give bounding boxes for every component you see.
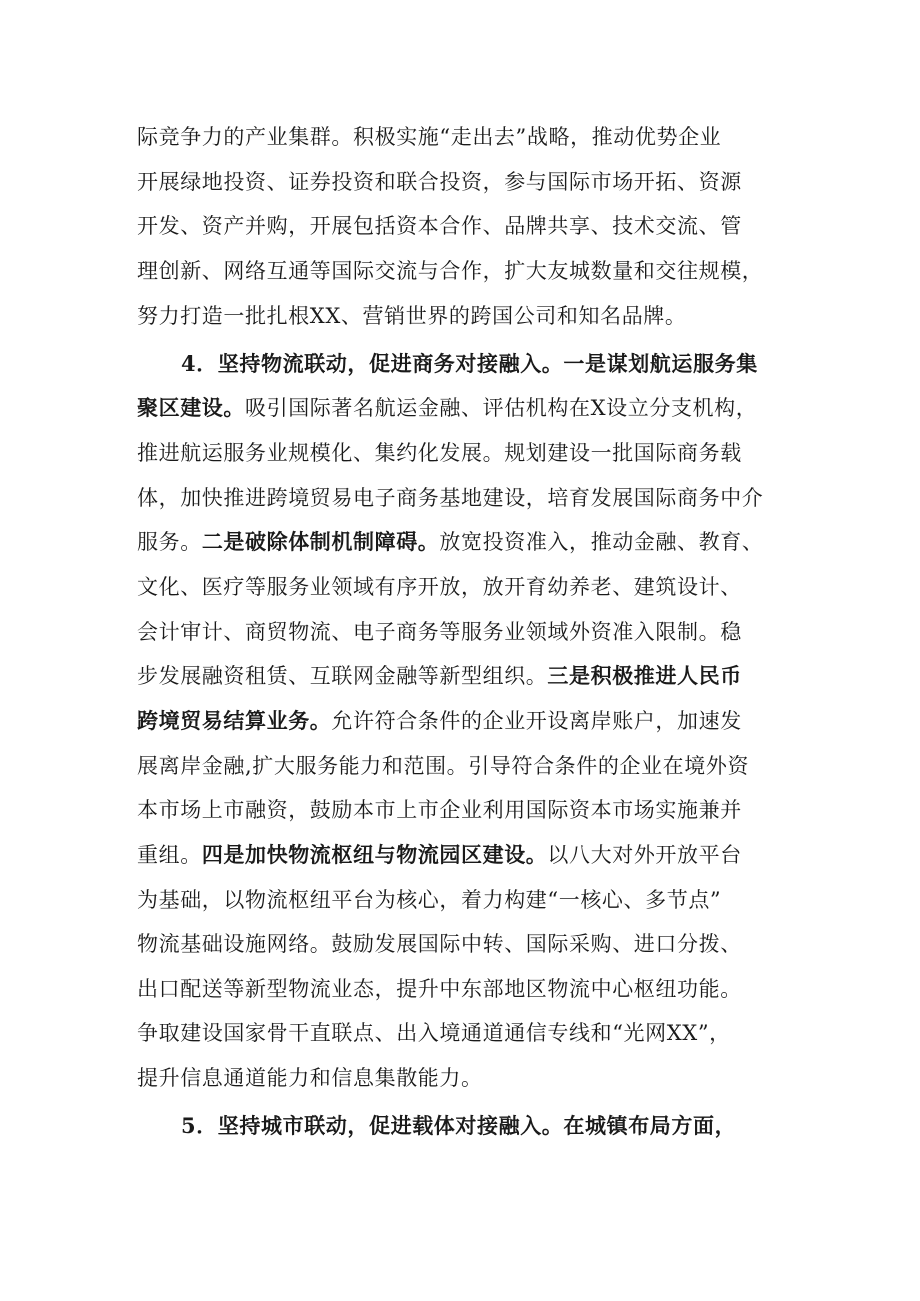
text-line-7	[137, 396, 797, 420]
text-line-16	[137, 798, 797, 822]
text-line-11	[137, 575, 797, 599]
text-segment: 争取建设国家骨干直联点、出入境通道通信专线和“光网XX”，	[137, 1021, 731, 1045]
text-line-13	[137, 664, 797, 688]
text-line-10	[137, 530, 797, 554]
text-segment: 提升信息通道能力和信息集散能力。	[137, 1066, 483, 1090]
text-line-8	[137, 441, 797, 465]
text-line-18	[137, 888, 797, 912]
text-line-22	[137, 1066, 797, 1090]
text-line-5	[137, 304, 797, 328]
text-line-1	[137, 125, 797, 149]
text-segment: 际竞争力的产业集群。积极实施“走出去”战略，推动优势企业	[137, 125, 722, 149]
text-line-9	[137, 486, 797, 510]
text-line-15	[137, 754, 797, 778]
text-segment: 推进航运服务业规模化、集约化发展。规划建设一批国际商务载	[137, 441, 742, 465]
text-segment: 放宽投资准入，推动金融、教育、	[439, 530, 764, 554]
text-segment: 吸引国际著名航运金融、评估机构在X设立分支机构，	[245, 396, 758, 420]
text-segment: 出口配送等新型物流业态，提升中东部地区物流中心枢纽功能。	[137, 977, 742, 1001]
text-segment: 本市场上市融资，鼓励本市上市企业利用国际资本市场实施兼并	[137, 798, 742, 822]
text-line-2	[137, 170, 797, 194]
bold-text-segment: 4．坚持物流联动，促进商务对接融入。一是谋划航运服务集	[181, 351, 758, 376]
text-segment: 开发、资产并购，开展包括资本合作、品牌共享、技术交流、管	[137, 214, 742, 238]
text-segment: 步发展融资租赁、互联网金融等新型组织。	[137, 664, 548, 688]
text-segment: 会计审计、商贸物流、电子商务等服务业领域外资准入限制。稳	[137, 620, 742, 644]
text-segment: 理创新、网络互通等国际交流与合作，扩大友城数量和交往规模，	[137, 259, 764, 283]
text-segment: 重组。	[137, 843, 202, 867]
text-segment: 允许符合条件的企业开设离岸账户，加速发	[331, 709, 742, 733]
text-segment: 开展绿地投资、证券投资和联合投资，参与国际市场开拓、资源	[137, 170, 742, 194]
bold-text-segment: 跨境贸易结算业务。	[137, 708, 332, 733]
bold-text-segment: 四是加快物流枢纽与物流园区建设。	[201, 842, 548, 867]
bold-text-segment: 5．坚持城市联动，促进载体对接融入。在城镇布局方面，	[181, 1113, 737, 1138]
text-line-21	[137, 1021, 797, 1045]
text-line-17	[137, 843, 797, 867]
text-line-19	[137, 932, 797, 956]
text-line-23	[181, 1114, 797, 1138]
text-line-20	[137, 977, 797, 1001]
bold-text-segment: 三是积极推进人民币	[547, 663, 742, 688]
text-segment: 体，加快推进跨境贸易电子商务基地建设，培育发展国际商务中介	[137, 486, 764, 510]
text-line-4	[137, 259, 797, 283]
text-line-14	[137, 709, 797, 733]
text-line-12	[137, 620, 797, 644]
text-segment: 文化、医疗等服务业领域有序开放，放开育幼养老、建筑设计、	[137, 575, 742, 599]
text-segment: 展离岸金融,扩大服务能力和范围。引导符合条件的企业在境外资	[137, 754, 750, 778]
text-segment: 以八大对外开放平台	[547, 843, 742, 867]
text-segment: 物流基础设施网络。鼓励发展国际中转、国际采购、进口分拨、	[137, 932, 742, 956]
text-line-3	[137, 214, 797, 238]
text-line-6	[181, 352, 797, 376]
text-segment: 服务。	[137, 530, 202, 554]
text-segment: 努力打造一批扎根XX、营销世界的跨国公司和知名品牌。	[137, 304, 687, 328]
bold-text-segment: 聚区建设。	[137, 395, 245, 420]
bold-text-segment: 二是破除体制机制障碍。	[201, 529, 440, 554]
text-segment: 为基础，以物流枢纽平台为核心，着力构建“一核心、多节点”	[137, 888, 722, 912]
